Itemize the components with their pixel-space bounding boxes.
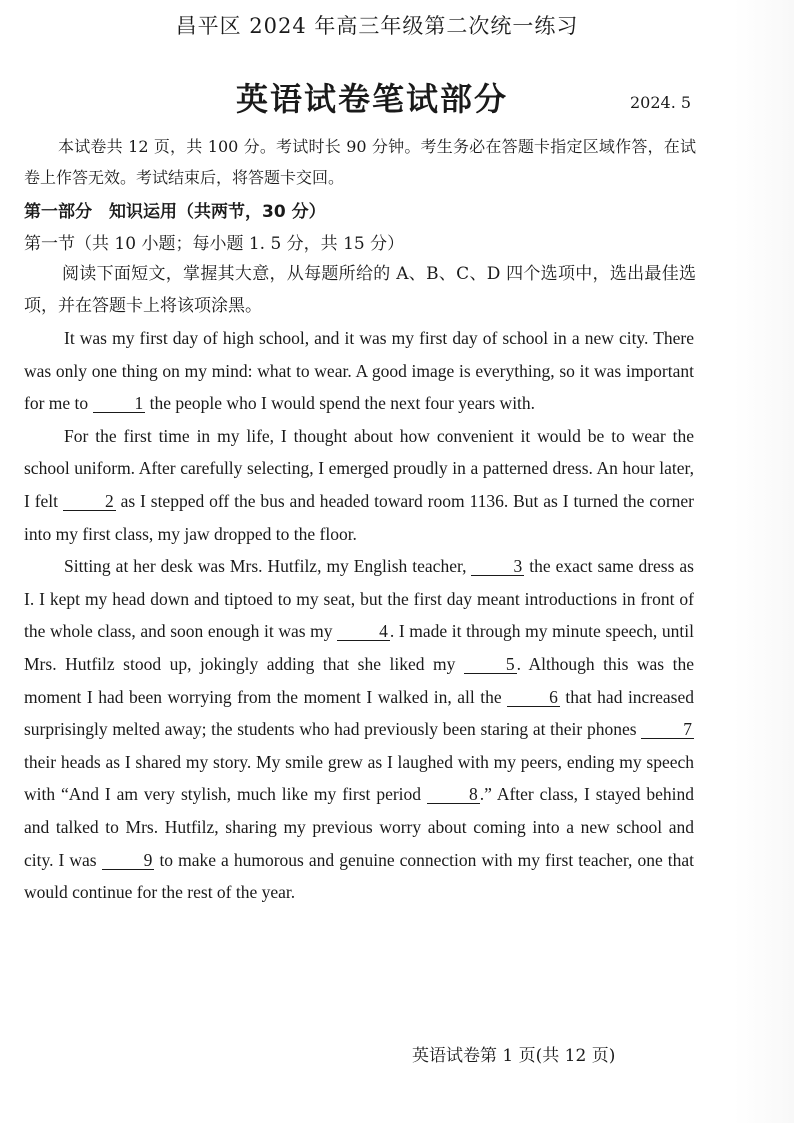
section-heading: 第一节（共 10 小题；每小题 1. 5 分，共 15 分） (24, 234, 405, 254)
blank-4: 4 (337, 622, 390, 641)
exam-header: 昌平区 2024 年高三年级第二次统一练习 (175, 14, 579, 38)
passage-paragraph: It was my first day of high school, and it was my first day of school in a new city. There was only one thing on my mind: what to wear. A good image is everything, so it was important for me to 1 the people who I would spend the next four years with. (24, 328, 694, 414)
part-heading: 第一部分 知识运用（共两节，30 分） (24, 202, 326, 222)
blank-7: 7 (641, 720, 694, 739)
blank-1: 1 (93, 394, 146, 413)
passage-paragraph: Sitting at her desk was Mrs. Hutfilz, my English teacher, 3 the exact same dress as I. I kept my head down and tiptoed to my seat, but the first day meant introductions in front of the whole class, and soon enough it was my 4 . I made it through my minute speech, until Mrs. Hutfilz stood up, jokingly adding that she liked my 5 . Although this was the moment I had been worrying from the moment I walked in, all the 6 that had increased surprisingly melted away; the students who had previously been staring at their phones 7 their heads as I shared my story. My smile grew as I laughed with my peers, ending my speech with “And I am very stylish, much like my first period 8 .” After class, I stayed behind and talked to Mrs. Hutfilz, sharing my previous worry about coming into a new school and city. I was 9 to make a humorous and genuine connection with my first teacher, one that would continue for the rest of the year. (24, 556, 695, 903)
blank-5: 5 (464, 655, 517, 674)
blank-9: 9 (102, 851, 155, 870)
blank-2: 2 (63, 492, 116, 511)
blank-8: 8 (427, 785, 480, 804)
exam-date: 2024. 5 (630, 93, 692, 112)
exam-instructions: 本试卷共 12 页，共 100 分。考试时长 90 分钟。考生务必在答题卡指定区域作答，在试卷上作答无效。考试结束后，将答题卡交回。 (24, 137, 696, 187)
blank-6: 6 (507, 688, 560, 707)
passage-paragraph: For the first time in my life, I thought about how convenient it would be to wear the school uniform. After carefully selecting, I emerged proudly in a patterned dress. An hour later, I felt 2 as I stepped off the bus and headed toward room 1136. But as I turned the corner into my first class, my jaw dropped to the floor. (24, 425, 695, 544)
blank-3: 3 (471, 557, 524, 576)
scan-shadow (734, 0, 794, 1123)
section-instructions: 阅读下面短文，掌握其大意，从每题所给的 A、B、C、D 四个选项中，选出最佳选项，并在答题卡上将该项涂黑。 (24, 264, 696, 316)
cloze-passage (24, 322, 694, 909)
paper-title: 英语试卷笔试部分 (235, 80, 508, 118)
page-footer: 英语试卷第 1 页(共 12 页) (412, 1046, 616, 1066)
